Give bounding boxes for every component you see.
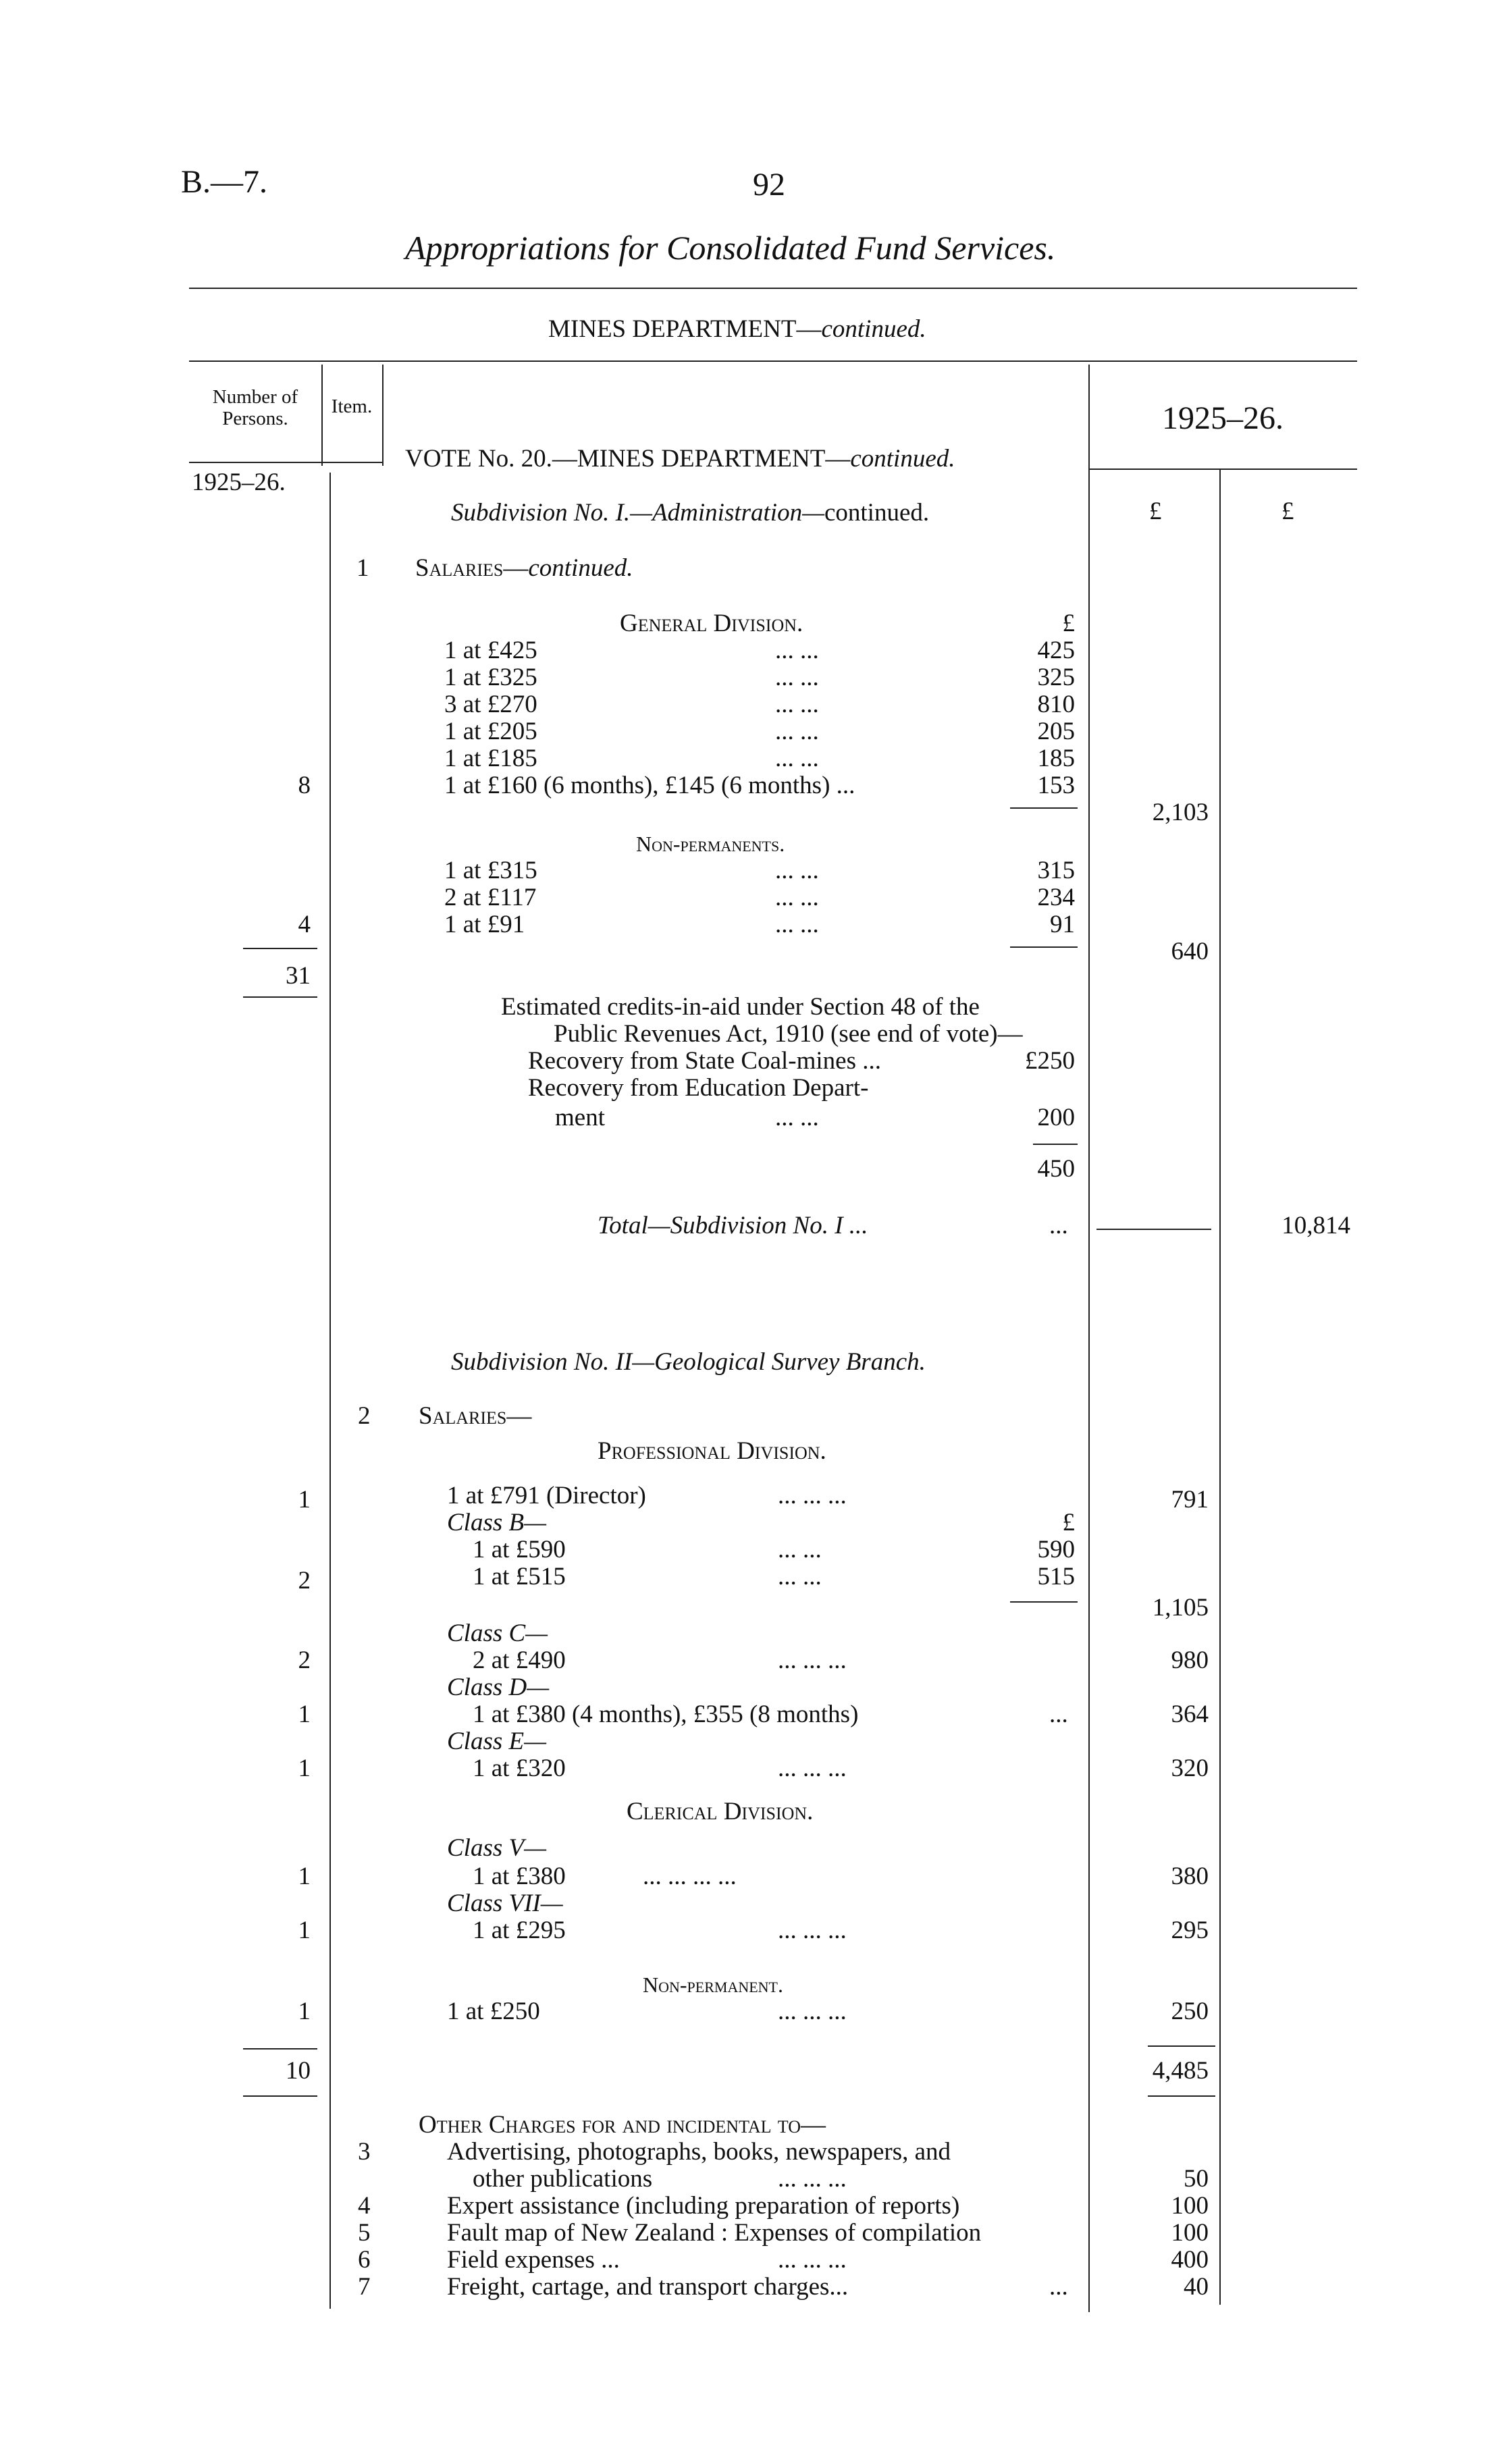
salary-row-desc: 1 at £380	[473, 1863, 566, 1890]
persons-total-rule	[243, 996, 317, 998]
page-number: 92	[753, 167, 785, 203]
persons-column-header: Number of Persons.	[212, 386, 298, 429]
other-item-desc: Freight, cartage, and transport charges...	[447, 2273, 849, 2301]
salary-row-amount: 791	[1171, 1486, 1209, 1514]
page-title: Appropriations for Consolidated Fund Services.	[405, 229, 1056, 267]
general-row-dots: ... ...	[775, 691, 819, 718]
sub2-salaries-label: Salaries—	[419, 1402, 532, 1430]
general-division-pound: £	[1062, 610, 1075, 637]
general-row-amount: 185	[1037, 745, 1075, 772]
subdivision-1-total-label: Total—Subdivision No. I ...	[598, 1212, 868, 1239]
salary-row-amount: 250	[1171, 1998, 1209, 2025]
persons-count: 2	[298, 1646, 311, 1674]
nonpermanents-persons: 4	[298, 911, 311, 938]
item-column-header: Item.	[331, 396, 373, 417]
other-item-amount: 40	[1184, 2273, 1209, 2301]
salary-row-amount: 590	[1037, 1536, 1075, 1563]
persons-total-rule	[243, 2095, 317, 2097]
other-charges-heading: Other Charges for and incidental to—	[419, 2111, 826, 2139]
general-row-dots: ... ...	[775, 718, 819, 745]
credits-in-aid-amount: £250	[1025, 1047, 1075, 1075]
other-item-dots: ... ... ...	[778, 2165, 847, 2193]
item-column-divider	[382, 365, 384, 466]
other-item-amount: 100	[1171, 2219, 1209, 2247]
nonpermanents-total: 640	[1171, 938, 1209, 965]
other-item-amount: 400	[1171, 2246, 1209, 2274]
salary-row-desc: 1 at £515	[473, 1563, 566, 1590]
persons-count: 1	[298, 1755, 311, 1782]
salary-row-desc: 1 at £791 (Director)	[447, 1482, 646, 1509]
persons-count: 1	[298, 1998, 311, 2025]
class-b-total: 1,105	[1152, 1594, 1209, 1622]
salary-row-dots: ... ... ...	[778, 1998, 847, 2025]
nonperm-row-amount: 91	[1050, 911, 1075, 938]
general-row-amount: 153	[1037, 772, 1075, 799]
general-row-amount: 205	[1037, 718, 1075, 745]
pound-header-2: £	[1281, 498, 1294, 525]
other-item-number: 5	[358, 2219, 371, 2247]
department-heading: MINES DEPARTMENT—continued.	[548, 315, 926, 343]
salary-row-dots: ...	[1049, 1700, 1068, 1728]
salary-row-desc: 1 at £380 (4 months), £355 (8 months)	[473, 1700, 859, 1728]
salary-row-amount: 515	[1037, 1563, 1075, 1590]
general-row-desc: 1 at £160 (6 months), £145 (6 months) ...	[444, 772, 855, 799]
header-rule	[189, 360, 1357, 362]
subdivision-1-total: 10,814	[1281, 1212, 1350, 1239]
pound-header-1: £	[1149, 498, 1162, 525]
amount-subcolumn-divider	[1219, 468, 1221, 2305]
subdivision-1-total-rule	[1096, 1229, 1211, 1230]
nonperm-row-dots: ... ...	[775, 884, 819, 911]
salary-row-dots: ... ... ...	[778, 1755, 847, 1782]
general-row-desc: 1 at £325	[444, 664, 537, 691]
nonperm-row-dots: ... ...	[775, 911, 819, 938]
nonperm-row-amount: 315	[1037, 857, 1075, 884]
class-vii-label: Class VII—	[447, 1890, 563, 1917]
sub2-persons-total: 10	[286, 2057, 311, 2085]
amount-column-divider	[1088, 365, 1090, 2312]
document-reference: B.—7.	[181, 164, 268, 200]
salary-row-amount: 980	[1171, 1646, 1209, 1674]
class-e-label: Class E—	[447, 1728, 547, 1755]
general-division-heading: General Division.	[620, 610, 803, 637]
subdivision-1-total-dots: ...	[1049, 1212, 1068, 1239]
clerical-division-heading: Clerical Division.	[627, 1798, 814, 1825]
general-subtotal-rule	[1010, 807, 1078, 809]
credits-in-aid-total: 450	[1037, 1155, 1075, 1183]
general-row-amount: 810	[1037, 691, 1075, 718]
general-row-dots: ... ...	[775, 745, 819, 772]
salary-row-dots: ... ...	[778, 1563, 822, 1590]
credits-in-aid-line: Recovery from Education Depart-	[528, 1074, 869, 1102]
credits-in-aid-dots: ... ...	[775, 1104, 819, 1131]
credits-in-aid-line: Public Revenues Act, 1910 (see end of vote)—	[554, 1020, 1023, 1048]
salary-row-dots: ... ... ...	[778, 1482, 847, 1509]
sub2-salaries-total: 4,485	[1152, 2057, 1209, 2085]
salary-row-amount: 320	[1171, 1755, 1209, 1782]
nonperm-row-desc: 2 at £117	[444, 884, 537, 911]
salaries-subtotal-rule	[1148, 2045, 1215, 2047]
general-division-total: 2,103	[1152, 799, 1209, 826]
year-header-rule	[1088, 468, 1357, 470]
salary-row-amount: 364	[1171, 1700, 1209, 1728]
salary-row-desc: 1 at £590	[473, 1536, 566, 1563]
sub1-item-number: 1	[356, 554, 369, 582]
salary-row-desc: 1 at £250	[447, 1998, 540, 2025]
general-row-desc: 1 at £185	[444, 745, 537, 772]
salary-row-dots: ... ... ...	[778, 1917, 847, 1944]
salary-row-desc: 1 at £320	[473, 1755, 566, 1782]
subdivision-1-heading: Subdivision No. I.—Administration—continued.	[451, 499, 930, 527]
credits-in-aid-line: Estimated credits-in-aid under Section 48 of the	[501, 993, 980, 1021]
salary-row-desc: 2 at £490	[473, 1646, 566, 1674]
subdivision-2-heading: Subdivision No. II—Geological Survey Branch.	[451, 1348, 926, 1376]
persons-year-header: 1925–26.	[192, 468, 286, 496]
other-item-number: 4	[358, 2192, 371, 2220]
general-row-dots: ... ...	[775, 664, 819, 691]
year-column-header: 1925–26.	[1162, 400, 1284, 436]
other-item-desc: Expert assistance (including preparation of reports)	[447, 2192, 960, 2220]
persons-count: 1	[298, 1917, 311, 1944]
credits-total-rule	[1033, 1144, 1078, 1145]
salary-row-dots: ... ... ... ...	[643, 1863, 737, 1890]
sub2-item-number: 2	[358, 1402, 371, 1430]
sub1-persons-total: 31	[286, 962, 311, 990]
credits-in-aid-line: Recovery from State Coal-mines ...	[528, 1047, 882, 1075]
persons-header-rule	[189, 462, 321, 463]
general-row-desc: 1 at £425	[444, 637, 537, 664]
general-row-amount: 325	[1037, 664, 1075, 691]
persons-count: 1	[298, 1700, 311, 1728]
other-item-number: 6	[358, 2246, 371, 2274]
general-row-desc: 3 at £270	[444, 691, 537, 718]
item-header-rule	[321, 462, 382, 463]
credits-in-aid-amount: 200	[1037, 1104, 1075, 1131]
nonperm-subtotal-rule	[1010, 946, 1078, 948]
other-item-number: 3	[358, 2138, 371, 2166]
general-division-persons: 8	[298, 772, 311, 799]
class-b-pound: £	[1062, 1509, 1075, 1536]
sub1-salaries-label: Salaries—continued.	[415, 554, 633, 582]
persons-count: 1	[298, 1486, 311, 1514]
other-item-number: 7	[358, 2273, 371, 2301]
salary-row-amount: 380	[1171, 1863, 1209, 1890]
professional-division-heading: Professional Division.	[598, 1437, 826, 1465]
salary-row-desc: 1 at £295	[473, 1917, 566, 1944]
class-d-label: Class D—	[447, 1673, 550, 1701]
nonpermanent-heading: Non-permanent.	[643, 1973, 783, 1997]
other-item-desc: Fault map of New Zealand : Expenses of compilation	[447, 2219, 982, 2247]
salary-row-amount: 295	[1171, 1917, 1209, 1944]
vote-heading: VOTE No. 20.—MINES DEPARTMENT—continued.	[405, 445, 955, 473]
nonpermanents-heading: Non-permanents.	[636, 832, 785, 856]
general-row-dots: ... ...	[775, 637, 819, 664]
other-item-desc: other publications	[473, 2165, 653, 2193]
general-row-amount: 425	[1037, 637, 1075, 664]
persons-subtotal-rule	[243, 948, 317, 949]
salary-row-dots: ... ... ...	[778, 1646, 847, 1674]
general-row-desc: 1 at £205	[444, 718, 537, 745]
title-rule	[189, 288, 1357, 289]
credits-in-aid-line: ment	[555, 1104, 605, 1131]
other-item-desc: Field expenses ...	[447, 2246, 620, 2274]
other-item-desc: Advertising, photographs, books, newspapers, and	[447, 2138, 951, 2166]
salaries-total-rule	[1148, 2095, 1215, 2097]
other-item-dots: ... ... ...	[778, 2246, 847, 2274]
nonperm-row-desc: 1 at £91	[444, 911, 525, 938]
other-item-amount: 50	[1184, 2165, 1209, 2193]
nonperm-row-dots: ... ...	[775, 857, 819, 884]
class-b-label: Class B—	[447, 1509, 547, 1536]
persons-subtotal-rule	[243, 2048, 317, 2050]
persons-count: 2	[298, 1567, 311, 1595]
salary-row-dots: ... ...	[778, 1536, 822, 1563]
nonperm-row-desc: 1 at £315	[444, 857, 537, 884]
other-item-amount: 100	[1171, 2192, 1209, 2220]
nonperm-row-amount: 234	[1037, 884, 1075, 911]
persons-count: 1	[298, 1863, 311, 1890]
other-item-dots: ...	[1049, 2273, 1068, 2301]
class-c-label: Class C—	[447, 1619, 548, 1647]
class-v-label: Class V—	[447, 1834, 547, 1862]
class-b-subtotal-rule	[1010, 1601, 1078, 1603]
persons-item-divider	[329, 473, 331, 2309]
